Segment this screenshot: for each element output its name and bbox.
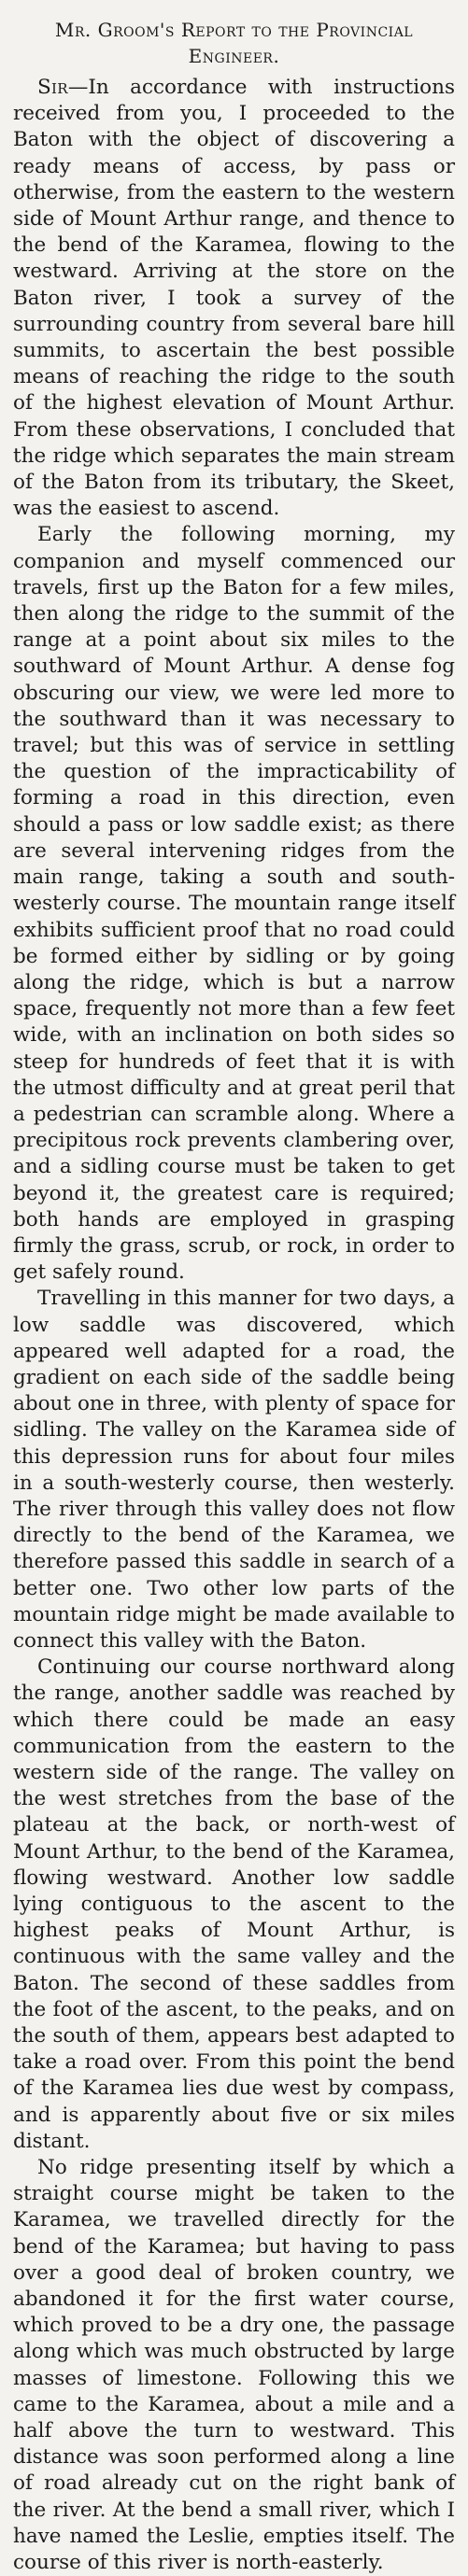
- salutation: Sir: [37, 76, 68, 99]
- paragraph-5: No ridge presenting itself by which a straight course might be taken to the Karamea, we travelled directly for the bend of the Karamea; but having to pass over a good deal of broken country, we abandoned it for the first water course, which proved to be a dry one, the passage along which was much obstructed by large masses of limestone. Following this we came to the Karamea, about a mile and a half above the turn to westward. This distance was soon performed along a line of road already cut on the right bank of the river. At the bend a small river, which I have named the Leslie, empties itself. The course of this river is north-easterly.: [13, 2156, 455, 2575]
- article-title: Mr. Groom's Report to the Provincial Engineer.: [54, 19, 414, 67]
- paragraph-1: [13, 75, 455, 522]
- paragraph-4: Continuing our course northward along the range, another saddle was reached by which there could be made an easy communication from the eastern to the western side of the range. The valley on the west stretches from the base of the plateau at the back, or north-west of Mount Arthur, to the bend of the Karamea, flowing westward. Another low saddle lying contiguous to the ascent to the highest peaks of Mount Arthur, is continuous with the same valley and the Baton. The second of these saddles from the foot of the ascent, to the peaks, and on the south of them, appears best adapted to take a road over. From this point the bend of the Karamea lies due west by compass, and is apparently about five or six miles distant.: [13, 1655, 455, 2153]
- paragraph-1-text: —In accordance with instructions received from you, I proceeded to the Baton with the object of discovering a ready means of access, by pass or otherwise, from the eastern to the western side of Mount Arthur range, and thence to the bend of the Karamea, flowing to the westward. Arriving at the store on the Baton river, I took a survey of the surrounding country from several bare hill summits, to ascertain the best possible means of reaching the ridge to the south of the highest elevation of Mount Arthur. From these observations, I concluded that the ridge which separates the main stream of the Baton from its tributary, the Skeet, was the easiest to ascend.: [13, 76, 455, 521]
- paragraph-3: Travelling in this manner for two days, a low saddle was discovered, which appeared well adapted for a road, the gradient on each side of the saddle being about one in three, with plenty of space for sidling. The valley on the Karamea side of this depression runs for about four miles in a south-westerly course, then westerly. The river through this valley does not flow directly to the bend of the Karamea, we therefore passed this saddle in search of a better one. Two other low parts of the mountain ridge might be made available to connect this valley with the Baton.: [13, 1287, 455, 1653]
- paragraph-2: Early the following morning, my companion and myself commenced our travels, first up the Baton for a few miles, then along the ridge to the summit of the range at a point about six miles to the southward of Mount Arthur. A dense fog obscuring our view, we were led more to the southward than it was necessary to travel; but this was of service in settling the question of the impracticability of forming a road in this direction, even should a pass or low saddle exist; as there are several intervening ridges from the main range, taking a south and south-westerly course. The mountain range itself exhibits sufficient proof that no road could be formed either by sidling or by going along the ridge, which is but a narrow space, frequently not more than a few feet wide, with an inclination on both sides so steep for hundreds of feet that it is with the utmost difficulty and at great peril that a pedestrian can scramble along. Where a precipitous rock prevents clambering over, and a sidling course must be taken to get beyond it, the greatest care is required; both hands are employed in grasping firmly the grass, scrub, or rock, in order to get safely round.: [13, 523, 455, 1285]
